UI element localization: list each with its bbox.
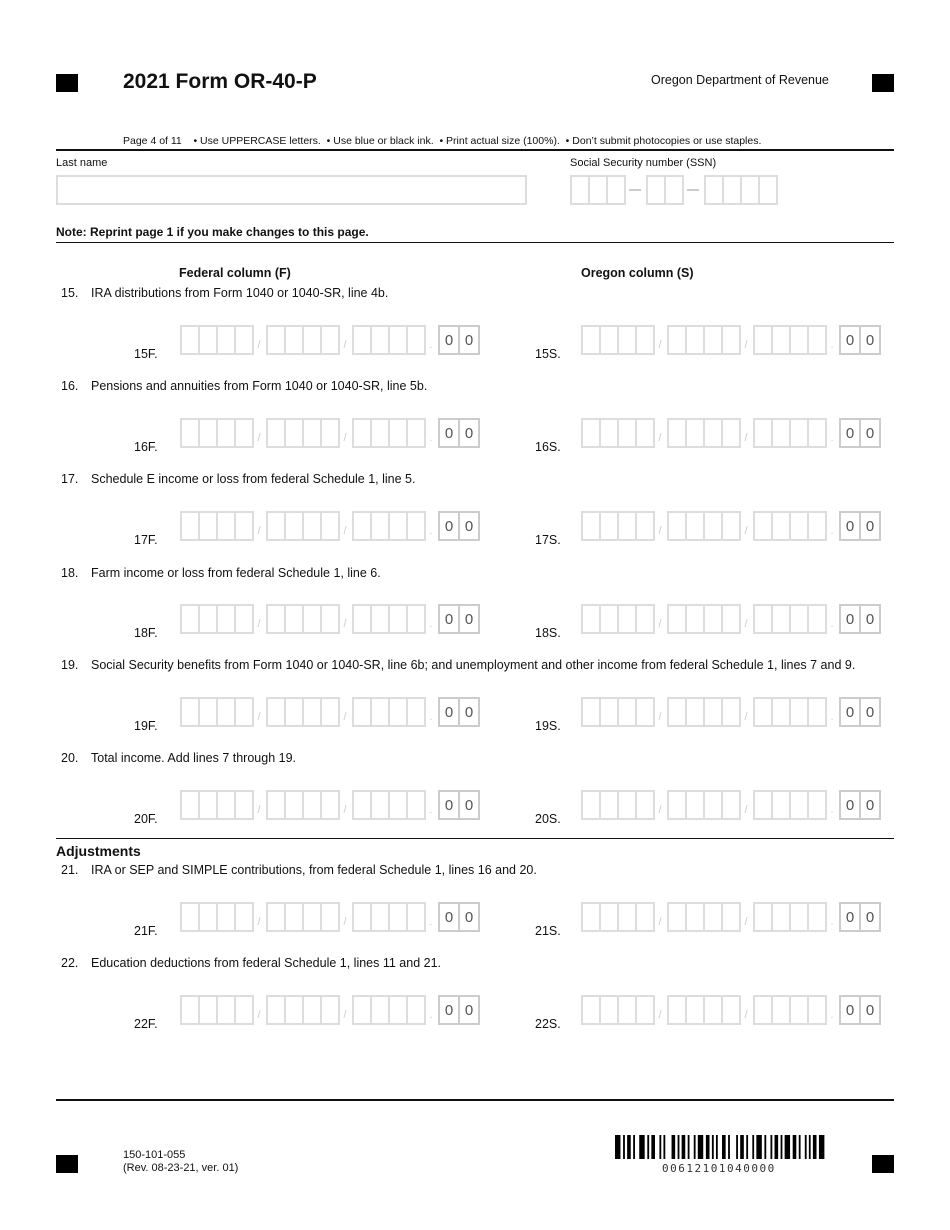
line-19-number: 19. xyxy=(61,658,79,672)
line-21-s-label: 21S. xyxy=(535,924,561,938)
registration-mark-top-right xyxy=(872,74,894,92)
note-rule xyxy=(56,242,894,243)
cents-digit[interactable]: 0 xyxy=(839,995,861,1025)
line-15-description: IRA distributions from Form 1040 or 1040-SR, line 4b. xyxy=(91,286,389,300)
last-name-label: Last name xyxy=(56,157,108,169)
line-20-f-label: 20F. xyxy=(134,812,158,826)
cents-digit[interactable]: 0 xyxy=(438,697,460,727)
cents-digit[interactable]: 0 xyxy=(859,418,881,448)
cents-digit[interactable]: 0 xyxy=(859,790,881,820)
line-19-s-amount[interactable]: / / . 0 0 xyxy=(581,697,879,727)
cents-digit[interactable]: 0 xyxy=(839,790,861,820)
line-22-s-amount[interactable]: / / . 0 0 xyxy=(581,995,879,1025)
cents-digit[interactable]: 0 xyxy=(859,511,881,541)
line-18-s-amount[interactable]: / / . 0 0 xyxy=(581,604,879,634)
line-19-f-amount[interactable]: / / . 0 0 xyxy=(180,697,478,727)
cents-digit[interactable]: 0 xyxy=(458,790,480,820)
line-18-description: Farm income or loss from federal Schedule 1, line 6. xyxy=(91,566,381,580)
form-number: 150-101-055 xyxy=(123,1149,186,1161)
header-rule xyxy=(56,149,894,151)
cents-digit[interactable]: 0 xyxy=(458,325,480,355)
registration-mark-top-left xyxy=(56,74,78,92)
cents-digit[interactable]: 0 xyxy=(859,995,881,1025)
ssn-field[interactable] xyxy=(570,175,776,205)
line-21-f-amount[interactable]: / / . 0 0 xyxy=(180,902,478,932)
line-18-f-label: 18F. xyxy=(134,626,158,640)
line-17-s-amount[interactable]: / / . 0 0 xyxy=(581,511,879,541)
department-name: Oregon Department of Revenue xyxy=(651,73,829,87)
cents-digit[interactable]: 0 xyxy=(839,325,861,355)
cents-digit[interactable]: 0 xyxy=(859,325,881,355)
line-18-f-amount[interactable]: / / . 0 0 xyxy=(180,604,478,634)
line-20-s-label: 20S. xyxy=(535,812,561,826)
line-19-f-label: 19F. xyxy=(134,719,158,733)
adjustments-heading: Adjustments xyxy=(56,843,141,859)
cents-digit[interactable]: 0 xyxy=(458,995,480,1025)
barcode-number: 00612101040000 xyxy=(662,1162,776,1175)
barcode xyxy=(615,1135,825,1159)
line-22-s-label: 22S. xyxy=(535,1017,561,1031)
line-20-number: 20. xyxy=(61,751,79,765)
cents-digit[interactable]: 0 xyxy=(839,511,861,541)
line-17-description: Schedule E income or loss from federal Schedule 1, line 5. xyxy=(91,472,416,486)
line-16-s-amount[interactable]: / / . 0 0 xyxy=(581,418,879,448)
ssn-label: Social Security number (SSN) xyxy=(570,157,717,169)
line-17-s-label: 17S. xyxy=(535,533,561,547)
line-21-description: IRA or SEP and SIMPLE contributions, from federal Schedule 1, lines 16 and 20. xyxy=(91,863,537,877)
line-15-f-label: 15F. xyxy=(134,347,158,361)
cents-digit[interactable]: 0 xyxy=(839,604,861,634)
line-22-f-label: 22F. xyxy=(134,1017,158,1031)
line-16-description: Pensions and annuities from Form 1040 or 1040-SR, line 5b. xyxy=(91,379,428,393)
line-17-f-label: 17F. xyxy=(134,533,158,547)
last-name-field[interactable] xyxy=(56,175,527,205)
line-15-f-amount[interactable]: / / . 0 0 xyxy=(180,325,478,355)
line-21-s-amount[interactable]: / / . 0 0 xyxy=(581,902,879,932)
footer-rule xyxy=(56,1099,894,1101)
line-22-f-amount[interactable]: / / . 0 0 xyxy=(180,995,478,1025)
line-16-s-label: 16S. xyxy=(535,440,561,454)
line-20-description: Total income. Add lines 7 through 19. xyxy=(91,751,296,765)
form-title: 2021 Form OR-40-P xyxy=(123,70,317,93)
line-22-number: 22. xyxy=(61,956,79,970)
federal-column-heading: Federal column (F) xyxy=(179,266,291,280)
line-19-description: Social Security benefits from Form 1040 or 1040-SR, line 6b; and unemployment and other income from federal Schedule 1, lines 7 and 9. xyxy=(91,658,856,672)
cents-digit[interactable]: 0 xyxy=(438,511,460,541)
cents-digit[interactable]: 0 xyxy=(438,995,460,1025)
line-17-number: 17. xyxy=(61,472,79,486)
line-16-f-amount[interactable]: / / . 0 0 xyxy=(180,418,478,448)
line-18-s-label: 18S. xyxy=(535,626,561,640)
line-19-s-label: 19S. xyxy=(535,719,561,733)
cents-digit[interactable]: 0 xyxy=(458,511,480,541)
line-20-f-amount[interactable]: / / . 0 0 xyxy=(180,790,478,820)
cents-digit[interactable]: 0 xyxy=(859,902,881,932)
line-22-description: Education deductions from federal Schedule 1, lines 11 and 21. xyxy=(91,956,441,970)
line-15-number: 15. xyxy=(61,286,79,300)
cents-digit[interactable]: 0 xyxy=(839,697,861,727)
form-revision: (Rev. 08-23-21, ver. 01) xyxy=(123,1162,239,1174)
oregon-column-heading: Oregon column (S) xyxy=(581,266,694,280)
cents-digit[interactable]: 0 xyxy=(438,325,460,355)
line-20-s-amount[interactable]: / / . 0 0 xyxy=(581,790,879,820)
line-16-number: 16. xyxy=(61,379,79,393)
cents-digit[interactable]: 0 xyxy=(839,418,861,448)
cents-digit[interactable]: 0 xyxy=(458,902,480,932)
cents-digit[interactable]: 0 xyxy=(438,418,460,448)
line-15-s-label: 15S. xyxy=(535,347,561,361)
line-21-f-label: 21F. xyxy=(134,924,158,938)
cents-digit[interactable]: 0 xyxy=(458,604,480,634)
cents-digit[interactable]: 0 xyxy=(859,604,881,634)
cents-digit[interactable]: 0 xyxy=(438,790,460,820)
form-instructions: Page 4 of 11 • Use UPPERCASE letters. • Use blue or black ink. • Print actual size (100%). • Don’t submit photocopies or use staples. xyxy=(123,135,762,147)
cents-digit[interactable]: 0 xyxy=(859,697,881,727)
cents-digit[interactable]: 0 xyxy=(458,418,480,448)
line-21-number: 21. xyxy=(61,863,79,877)
adjustments-rule xyxy=(56,838,894,839)
cents-digit[interactable]: 0 xyxy=(458,697,480,727)
reprint-note: Note: Reprint page 1 if you make changes to this page. xyxy=(56,225,369,239)
line-15-s-amount[interactable]: / / . 0 0 xyxy=(581,325,879,355)
line-18-number: 18. xyxy=(61,566,79,580)
registration-mark-bottom-right xyxy=(872,1155,894,1173)
cents-digit[interactable]: 0 xyxy=(438,902,460,932)
registration-mark-bottom-left xyxy=(56,1155,78,1173)
line-17-f-amount[interactable]: / / . 0 0 xyxy=(180,511,478,541)
cents-digit[interactable]: 0 xyxy=(438,604,460,634)
cents-digit[interactable]: 0 xyxy=(839,902,861,932)
line-16-f-label: 16F. xyxy=(134,440,158,454)
